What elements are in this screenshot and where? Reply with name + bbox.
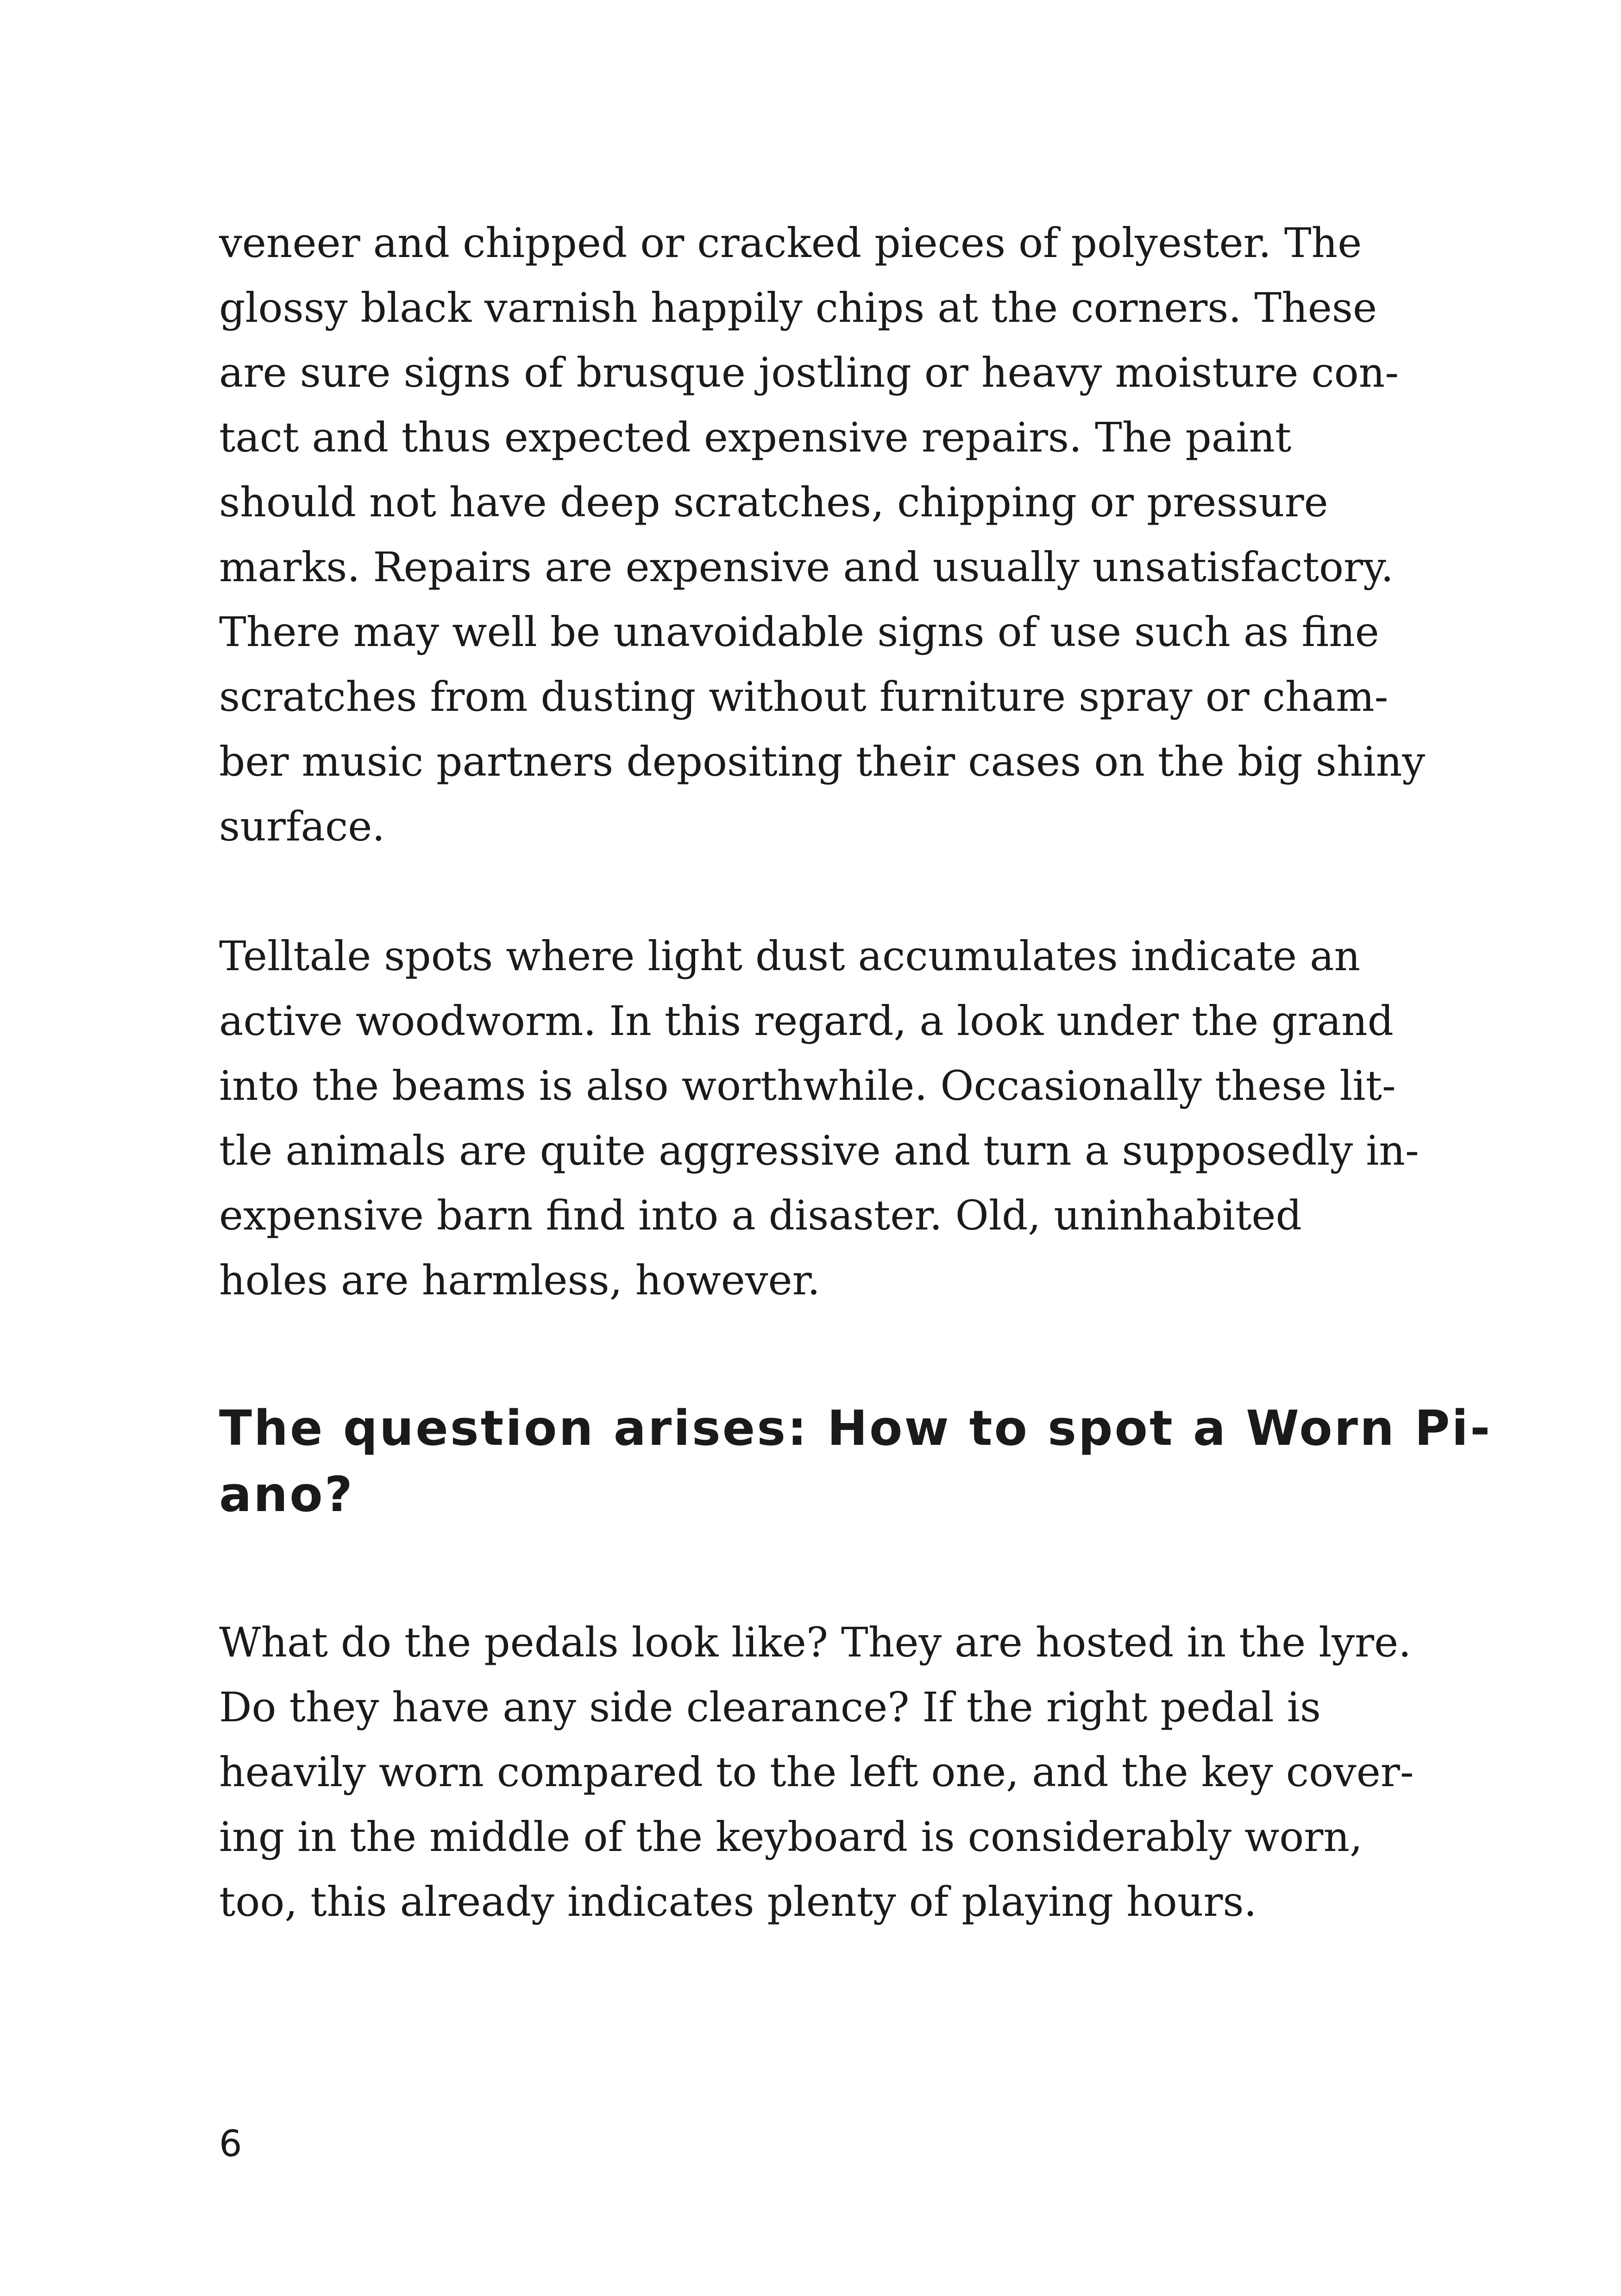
- paragraph-pedals: [219, 1610, 1414, 1934]
- page-content: [219, 211, 1492, 1934]
- text-line: into the beams is also worthwhile. Occasionally these lit-: [219, 1062, 1396, 1110]
- text-line: ing in the middle of the keyboard is considerably worn,: [219, 1813, 1363, 1861]
- heading-spacer: [219, 1313, 1405, 1395]
- text-line: tle animals are quite aggressive and turn a supposedly in-: [219, 1127, 1419, 1174]
- text-line: What do the pedals look like? They are hosted in the lyre.: [219, 1618, 1412, 1666]
- heading-line: ano?: [219, 1466, 354, 1523]
- heading-line: The question arises: How to spot a Worn Pi-: [219, 1400, 1492, 1456]
- heading-spacer: [219, 1528, 1405, 1610]
- text-line: are sure signs of brusque jostling or heavy moisture con-: [219, 349, 1399, 396]
- text-line: should not have deep scratches, chipping or pressure: [219, 478, 1328, 526]
- text-line: Do they have any side clearance? If the right pedal is: [219, 1683, 1321, 1731]
- text-line: heavily worn compared to the left one, and the key cover-: [219, 1748, 1414, 1796]
- page-number: 6: [219, 2123, 242, 2165]
- text-line: veneer and chipped or cracked pieces of polyester. The: [219, 219, 1362, 267]
- text-line: marks. Repairs are expensive and usually unsatisfactory.: [219, 543, 1394, 591]
- text-line: holes are harmless, however.: [219, 1256, 820, 1304]
- paragraph-varnish-damage: [219, 211, 1426, 859]
- text-line: surface.: [219, 803, 385, 850]
- text-line: ber music partners depositing their cases on the big shiny: [219, 738, 1426, 785]
- text-line: glossy black varnish happily chips at the corners. These: [219, 284, 1377, 332]
- text-line: too, this already indicates plenty of playing hours.: [219, 1878, 1257, 1926]
- text-line: There may well be unavoidable signs of use such as fine: [219, 608, 1379, 656]
- text-line: expensive barn find into a disaster. Old, uninhabited: [219, 1192, 1302, 1239]
- text-line: active woodworm. In this regard, a look under the grand: [219, 997, 1394, 1045]
- text-line: tact and thus expected expensive repairs. The paint: [219, 414, 1292, 461]
- section-heading: [219, 1395, 1492, 1528]
- paragraph-spacer: [219, 859, 1405, 924]
- paragraph-woodworm: [219, 924, 1419, 1313]
- text-line: Telltale spots where light dust accumulates indicate an: [219, 932, 1361, 980]
- text-line: scratches from dusting without furniture spray or cham-: [219, 673, 1389, 721]
